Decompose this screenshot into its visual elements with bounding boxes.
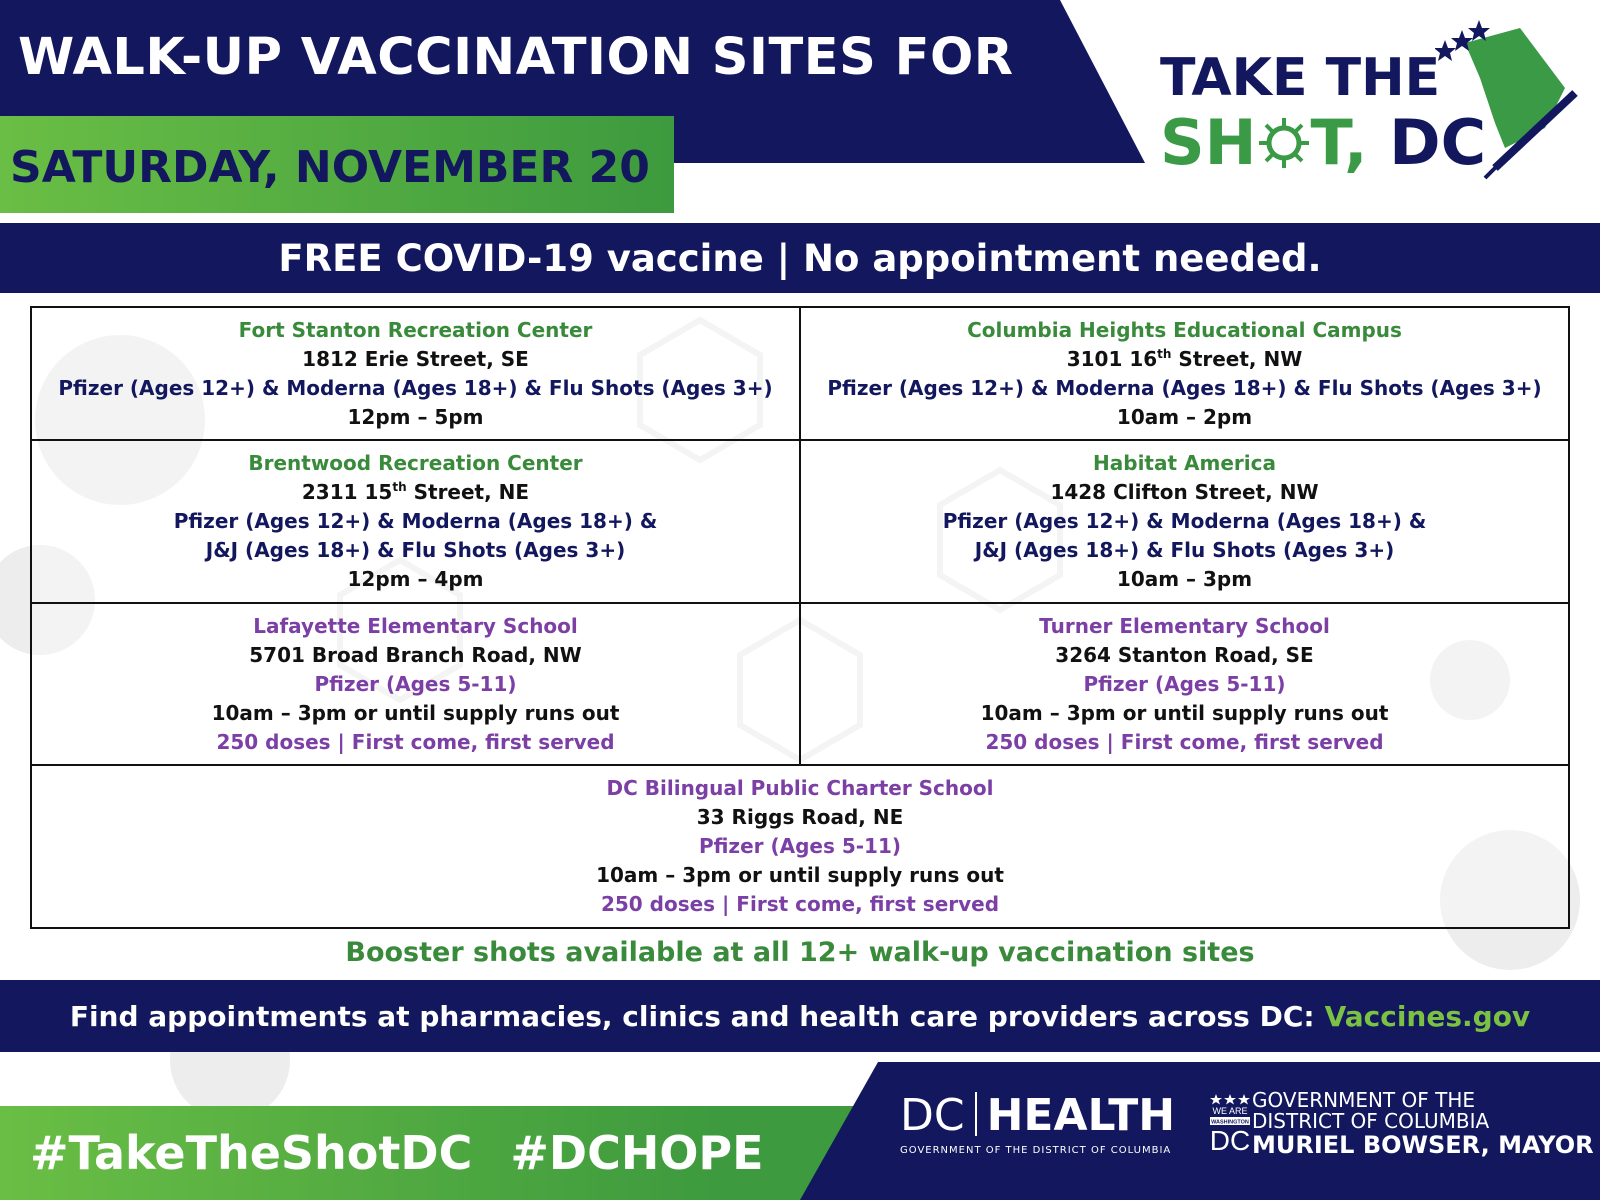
- site-hours: 10am – 3pm or until supply runs out: [980, 700, 1389, 725]
- find-appointments-text: Find appointments at pharmacies, clinics and health care providers across DC:: [69, 999, 1315, 1033]
- logo-t: T,: [1310, 106, 1368, 179]
- logo-dc: DC: [1367, 106, 1487, 179]
- site-cell-turner: [799, 604, 1568, 764]
- site-vaccines: Pfizer (Ages 5-11): [698, 834, 902, 858]
- logo-divider: [975, 1092, 977, 1136]
- site-name: Fort Stanton Recreation Center: [238, 317, 593, 342]
- we-are-washington-dc-icon: [1210, 1092, 1250, 1154]
- table-row: [32, 604, 1568, 766]
- site-vaccines: Pfizer (Ages 12+) & Moderna (Ages 18+) & Flu Shots (Ages 3+): [58, 375, 773, 400]
- site-name: Habitat America: [1093, 451, 1276, 475]
- site-address: [1067, 345, 1303, 374]
- site-cell-columbia-heights: [799, 308, 1568, 439]
- logo-sh: SH: [1160, 106, 1257, 179]
- site-vaccines-line2: J&J (Ages 18+) & Flu Shots (Ages 3+): [205, 538, 626, 562]
- site-doses: 250 doses | First come, first served: [216, 729, 615, 754]
- we-are-text: WE ARE: [1212, 1106, 1248, 1116]
- dc-health-word: HEALTH: [986, 1090, 1176, 1141]
- dc-text: DC: [1210, 1125, 1250, 1154]
- vaccines-gov-link[interactable]: Vaccines.gov: [1324, 999, 1531, 1033]
- site-name: Turner Elementary School: [1039, 613, 1330, 638]
- site-cell-dc-bilingual: [32, 766, 1568, 927]
- hashtag-dc-hope: #DCHOPE: [510, 1126, 764, 1180]
- site-cell-fort-stanton: [32, 308, 799, 439]
- page-title: WALK-UP VACCINATION SITES FOR: [18, 28, 1014, 87]
- take-the-shot-logo: [1155, 18, 1585, 183]
- site-hours: 10am – 3pm or until supply runs out: [596, 863, 1004, 887]
- site-address: 1428 Clifton Street, NW: [1050, 480, 1319, 504]
- site-cell-brentwood: [32, 441, 799, 602]
- hashtags: [30, 1126, 764, 1180]
- site-vaccines-line1: Pfizer (Ages 12+) & Moderna (Ages 18+) &: [942, 509, 1427, 533]
- site-hours: 10am – 3pm or until supply runs out: [211, 700, 620, 725]
- site-vaccines: Pfizer (Ages 5-11): [314, 671, 517, 696]
- address-street: Street, NW: [1171, 346, 1303, 371]
- site-doses: 250 doses | First come, first served: [985, 729, 1384, 754]
- site-name: Brentwood Recreation Center: [248, 451, 583, 475]
- subtitle-text: FREE COVID-19 vaccine | No appointment needed.: [278, 236, 1322, 280]
- site-hours: 10am – 2pm: [1116, 404, 1253, 429]
- site-address: 1812 Erie Street, SE: [302, 346, 529, 371]
- site-hours: 12pm – 5pm: [347, 404, 484, 429]
- site-cell-lafayette: [32, 604, 799, 764]
- booster-note: Booster shots available at all 12+ walk-up vaccination sites: [345, 937, 1255, 968]
- site-vaccines-line1: Pfizer (Ages 12+) & Moderna (Ages 18+) &: [173, 509, 658, 533]
- site-name: Lafayette Elementary School: [253, 613, 578, 638]
- gov-line-1: GOVERNMENT OF THE: [1252, 1088, 1475, 1112]
- site-name: Columbia Heights Educational Campus: [967, 317, 1402, 342]
- dc-health-subtitle: GOVERNMENT OF THE DISTRICT OF COLUMBIA: [900, 1145, 1172, 1156]
- site-hours: 12pm – 4pm: [347, 567, 484, 591]
- event-date: SATURDAY, NOVEMBER 20: [10, 142, 650, 193]
- logo-line-take-the: TAKE THE: [1160, 48, 1441, 108]
- table-row: [32, 766, 1568, 927]
- hashtag-take-the-shot: #TakeTheShotDC: [30, 1126, 473, 1180]
- gov-line-mayor: MURIEL BOWSER, MAYOR: [1252, 1131, 1594, 1159]
- virus-icon: [1257, 116, 1311, 170]
- address-ordinal: th: [1157, 346, 1172, 361]
- site-address: 3264 Stanton Road, SE: [1055, 642, 1314, 667]
- site-address: 5701 Broad Branch Road, NW: [249, 642, 582, 667]
- site-vaccines: Pfizer (Ages 5-11): [1083, 671, 1286, 696]
- find-appointments-bar: [0, 980, 1600, 1052]
- table-row: [32, 441, 1568, 604]
- washington-text: WASHINGTON: [1211, 1119, 1249, 1126]
- address-ordinal: th: [392, 480, 407, 494]
- site-doses: 250 doses | First come, first served: [600, 892, 1000, 916]
- dc-health-logo: [900, 1090, 1175, 1156]
- dc-health-dc: DC: [900, 1090, 965, 1141]
- logo-line-shot-dc: [1160, 106, 1486, 179]
- site-cell-habitat-america: [799, 441, 1568, 602]
- site-hours: 10am – 3pm: [1116, 567, 1253, 591]
- site-name: DC Bilingual Public Charter School: [606, 776, 994, 800]
- site-vaccines-line2: J&J (Ages 18+) & Flu Shots (Ages 3+): [974, 538, 1395, 562]
- address-number: 2311 15: [301, 480, 393, 504]
- site-address: 33 Riggs Road, NE: [696, 805, 904, 829]
- subtitle-bar: [0, 223, 1600, 293]
- address-number: 3101 16: [1066, 346, 1158, 371]
- address-street: Street, NE: [406, 480, 530, 504]
- table-row: [32, 308, 1568, 441]
- site-vaccines: Pfizer (Ages 12+) & Moderna (Ages 18+) & Flu Shots (Ages 3+): [827, 375, 1542, 400]
- site-address: [302, 478, 529, 507]
- gov-line-2: DISTRICT OF COLUMBIA: [1252, 1109, 1490, 1133]
- sites-table: [30, 306, 1570, 929]
